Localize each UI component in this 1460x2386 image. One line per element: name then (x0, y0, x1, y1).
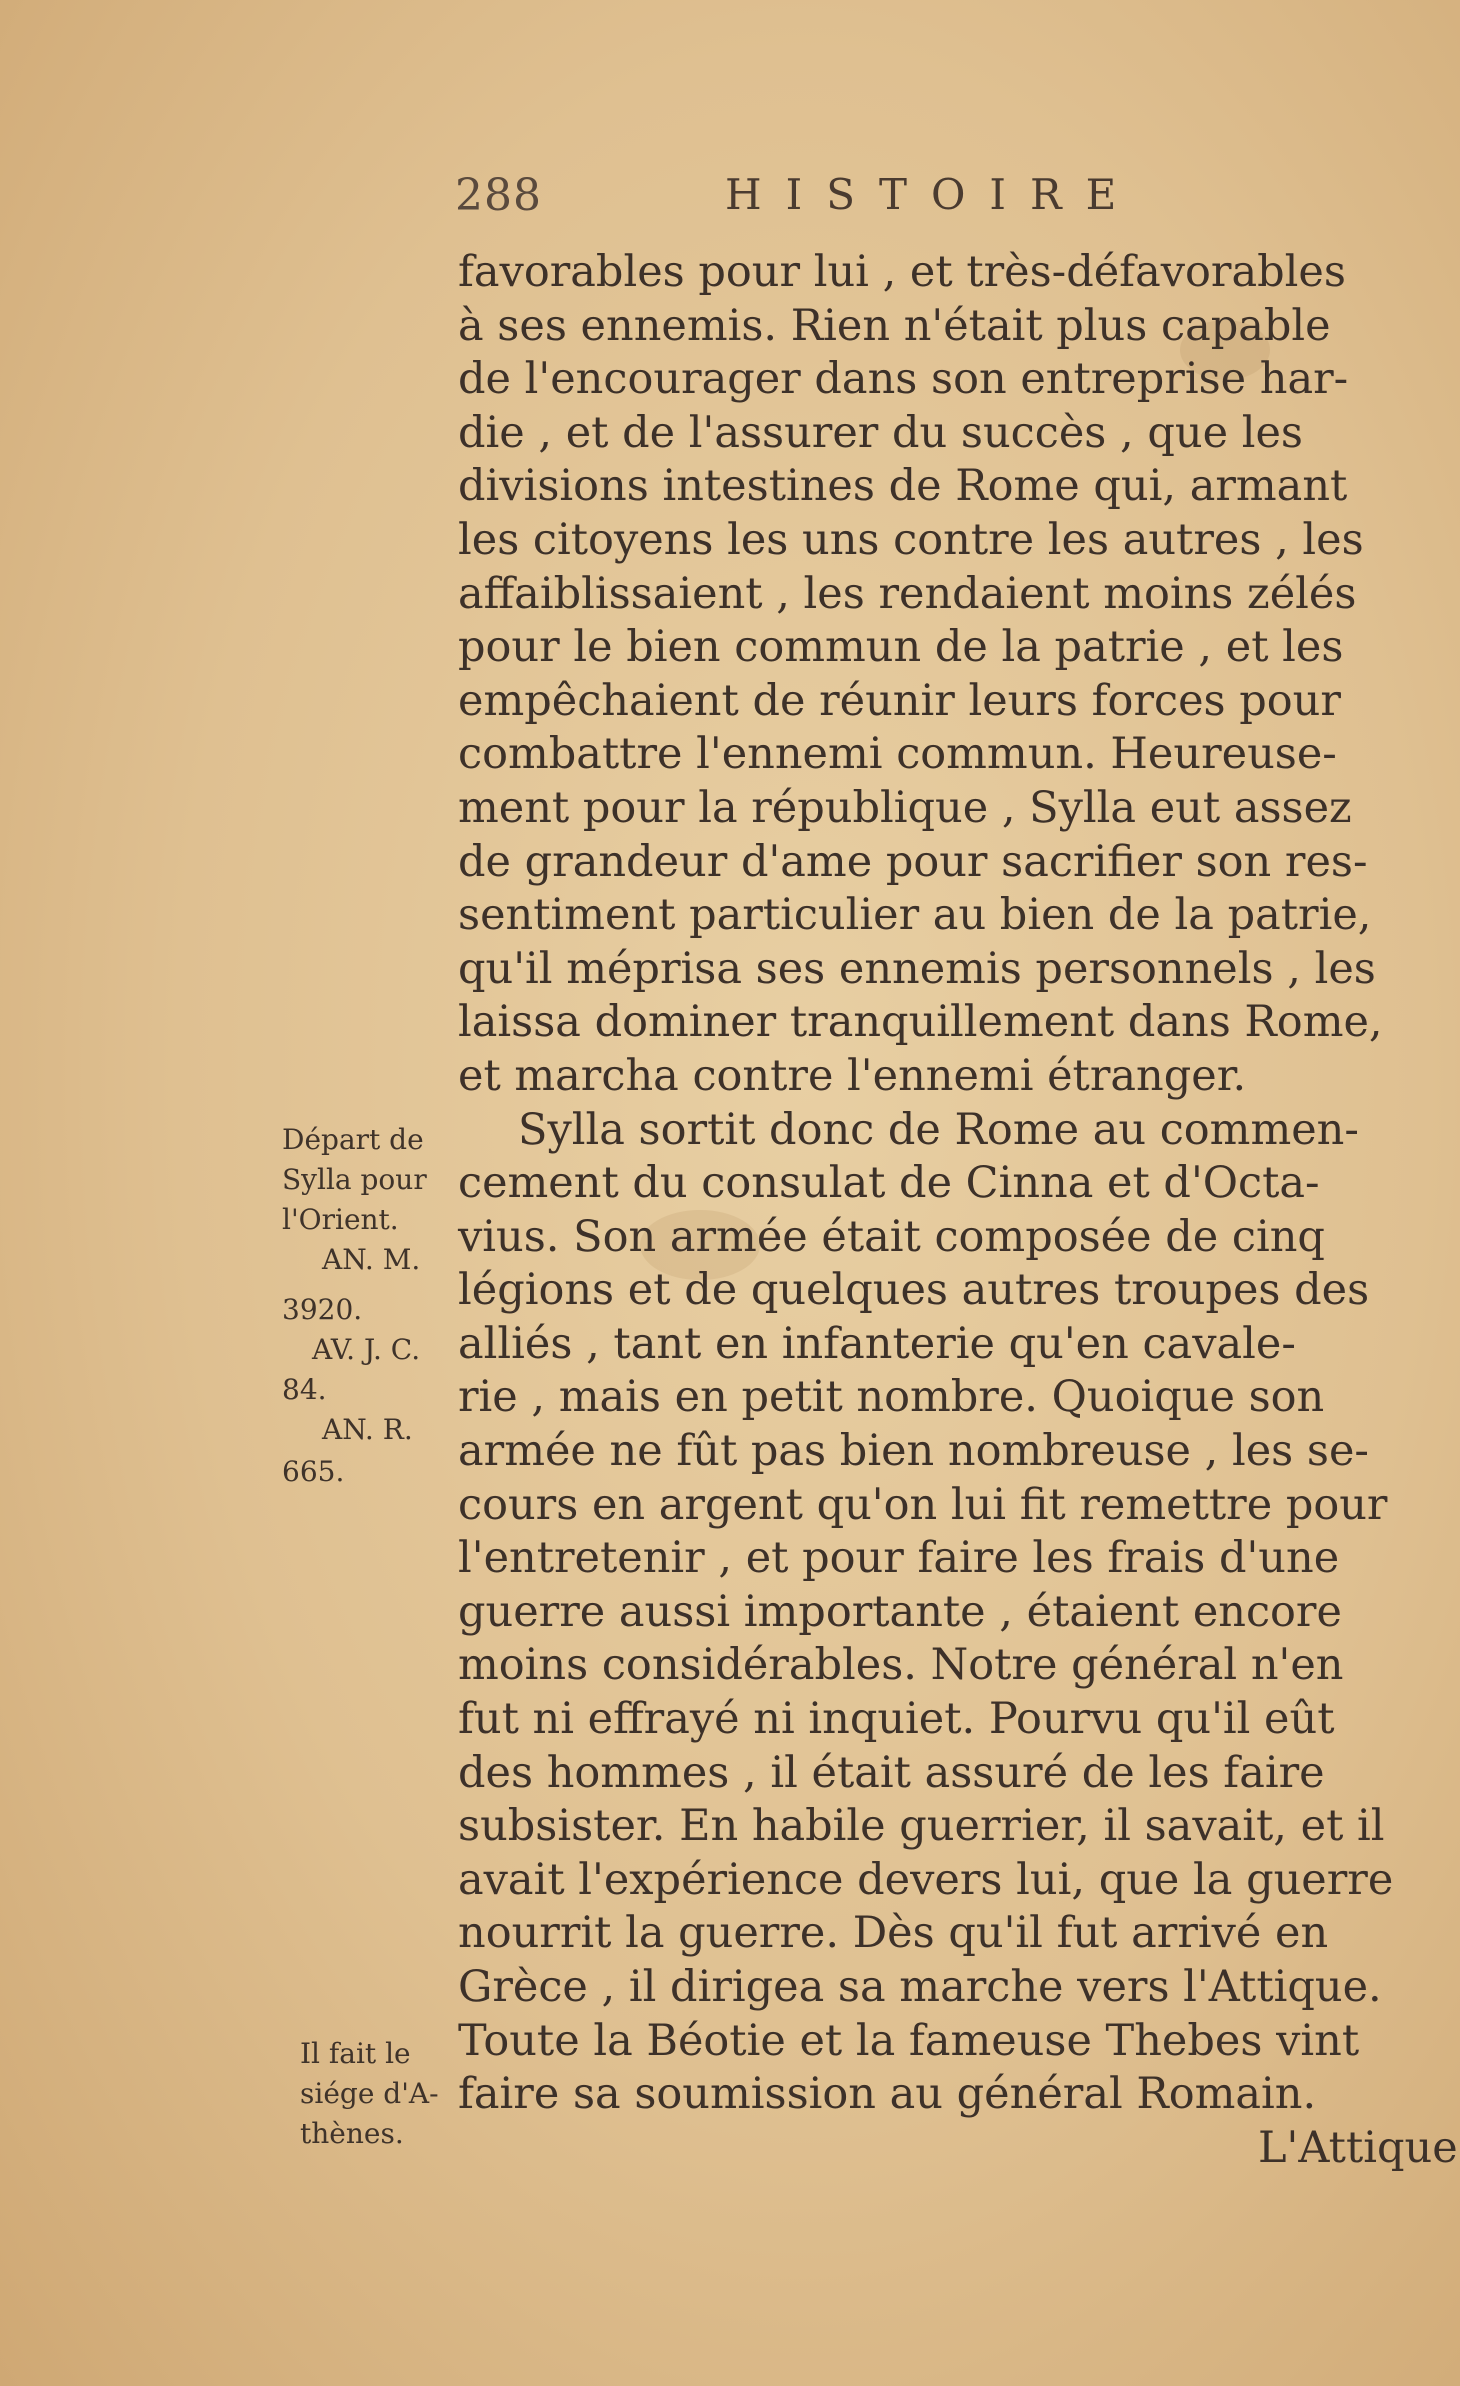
text-line: ment pour la république , Sylla eut assez (458, 782, 1352, 833)
margin-note-line: siége d'A- (300, 2077, 439, 2110)
text-line: fut ni effrayé ni inquiet. Pourvu qu'il eût (458, 1694, 1335, 1745)
text-line: l'entretenir , et pour faire les frais d'une (458, 1533, 1340, 1584)
margin-note-siege (300, 2034, 480, 2154)
text-line: et marcha contre l'ennemi étranger. (458, 1050, 1247, 1101)
text-line: combattre l'ennemi commun. Heureuse- (458, 729, 1337, 780)
text-line: Sylla sortit donc de Rome au commen- (518, 1104, 1359, 1155)
text-line: légions et de quelques autres troupes des (458, 1265, 1370, 1316)
text-line: Grèce , il dirigea sa marche vers l'Attique. (458, 1962, 1382, 2012)
margin-note-year-rome: AN. R. (322, 1413, 413, 1446)
text-line: de grandeur d'ame pour sacrifier son res- (458, 836, 1368, 887)
text-line: les citoyens les uns contre les autres , les (458, 514, 1364, 565)
text-line: divisions intestines de Rome qui, armant (458, 461, 1348, 512)
text-line: cement du consulat de Cinna et d'Octa- (458, 1158, 1320, 1209)
text-line: cours en argent qu'on lui fit remettre pour (458, 1479, 1388, 1530)
text-line: favorables pour lui , et très-défavorables (458, 247, 1346, 297)
text-line: die , et de l'assurer du succès , que les (458, 407, 1303, 458)
text-line: avait l'expérience devers lui, que la guerre (458, 1854, 1394, 1905)
text-line: armée ne fût pas bien nombreuse , les se- (458, 1426, 1369, 1477)
body-text (458, 246, 1458, 2175)
text-line: pour le bien commun de la patrie , et les (458, 622, 1344, 673)
page-header (455, 170, 1215, 240)
catchword: L'Attique (1258, 2122, 1458, 2173)
text-line: Toute la Béotie et la fameuse Thebes vint (458, 2015, 1360, 2066)
text-line: moins considérables. Notre général n'en (458, 1640, 1344, 1691)
page-number: 288 (455, 170, 542, 221)
running-title: HISTOIRE (725, 170, 1141, 219)
margin-note-line: l'Orient. (282, 1203, 399, 1236)
text-line: qu'il méprisa ses ennemis personnels , les (458, 943, 1376, 994)
text-line: alliés , tant en infanterie qu'en cavale- (458, 1318, 1296, 1369)
text-line: guerre aussi importante , étaient encore (458, 1586, 1342, 1637)
margin-note-line: thènes. (300, 2117, 404, 2150)
margin-note-year-rome-value: 665. (282, 1455, 345, 1488)
text-line: vius. Son armée était composée de cinq (458, 1211, 1325, 1262)
text-line: sentiment particulier au bien de la patrie, (458, 890, 1372, 941)
text-line: nourrit la guerre. Dès qu'il fut arrivé en (458, 1908, 1329, 1959)
text-line: à ses ennemis. Rien n'était plus capable (458, 300, 1331, 351)
margin-note-line: Il fait le (300, 2037, 411, 2070)
text-line: rie , mais en petit nombre. Quoique son (458, 1372, 1325, 1423)
margin-note-year-world: AN. M. (322, 1243, 421, 1276)
text-line: affaiblissaient , les rendaient moins zélés (458, 568, 1357, 619)
margin-note-line: Départ de (282, 1123, 424, 1156)
text-line: de l'encourager dans son entreprise har- (458, 354, 1349, 405)
margin-note-departure (282, 1120, 462, 1240)
margin-note-year-bc: AV. J. C. (312, 1333, 421, 1366)
margin-note-year-world-value: 3920. (282, 1293, 363, 1326)
text-line: laissa dominer tranquillement dans Rome, (458, 997, 1383, 1048)
text-line: empêchaient de réunir leurs forces pour (458, 675, 1341, 726)
text-line: subsister. En habile guerrier, il savait, et il (458, 1801, 1385, 1852)
margin-note-line: Sylla pour (282, 1163, 427, 1196)
text-line: faire sa soumission au général Romain. (458, 2069, 1317, 2120)
margin-note-year-bc-value: 84. (282, 1373, 327, 1406)
text-line: des hommes , il était assuré de les faire (458, 1747, 1325, 1798)
